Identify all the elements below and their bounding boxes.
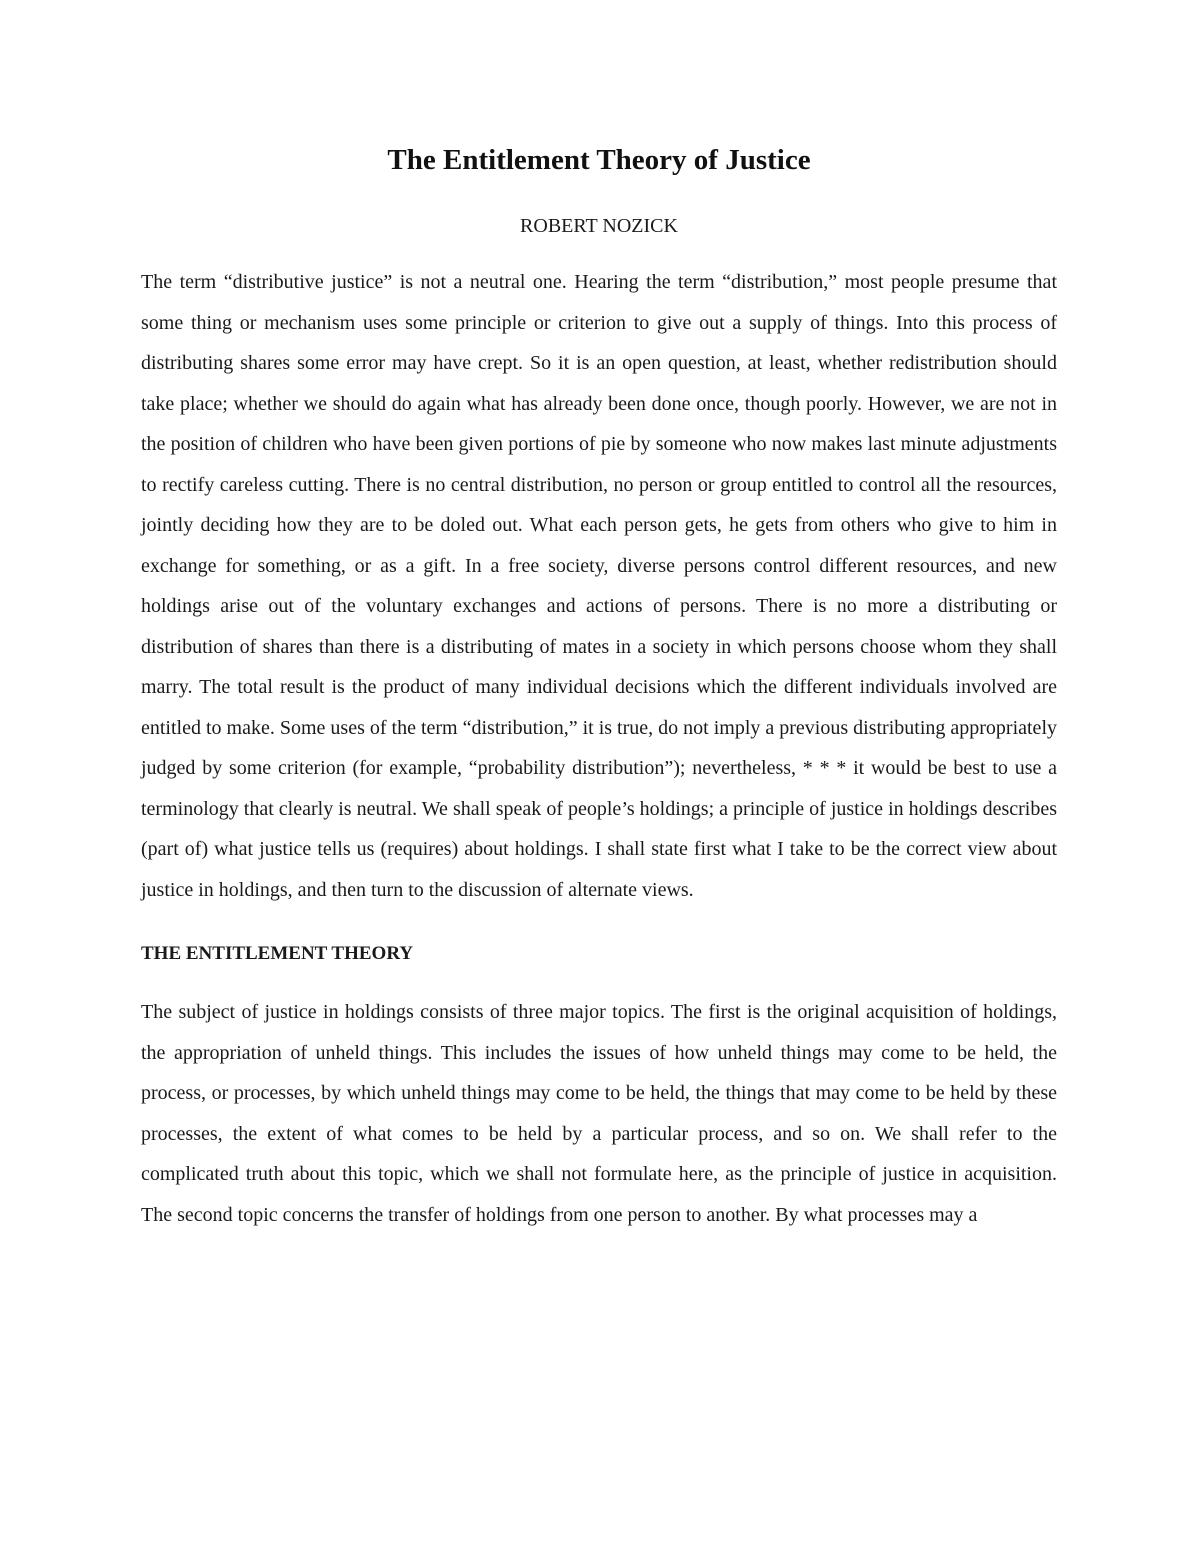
paragraph-entitlement: The subject of justice in holdings consists of three major topics. The first is the original acquisition of holdings, the appropriation of unheld things. This includes the issues of how unheld things may come to be held, the process, or processes, by which unheld things may come to be held, the things that may come to be held by these processes, the extent of what comes to be held by a particular process, and so on. We shall refer to the complicated truth about this topic, which we shall not formulate here, as the principle of justice in acquisition. The second topic concerns the transfer of holdings from one person to another. By what processes may a	[141, 1001, 1057, 1226]
section-heading: THE ENTITLEMENT THEORY	[141, 943, 414, 964]
paragraph-intro: The term “distributive justice” is not a neutral one. Hearing the term “distribution,” most people presume that some thing or mechanism uses some principle or criterion to give out a supply of things. Into this process of distributing shares some error may have crept. So it is an open question, at least, whether redistribution should take place; whether we should do again what has already been done once, though poorly. However, we are not in the position of children who have been given portions of pie by someone who now makes last minute adjustments to rectify careless cutting. There is no central distribution, no person or group entitled to control all the resources, jointly deciding how they are to be doled out. What each person gets, he gets from others who give to him in exchange for something, or as a gift. In a free society, diverse persons control different resources, and new holdings arise out of the voluntary exchanges and actions of persons. There is no more a distributing or distribution of shares than there is a distributing of mates in a society in which persons choose whom they shall marry. The total result is the product of many individual decisions which the different individuals involved are entitled to make. Some uses of the term “distribution,” it is true, do not imply a previous distributing appropriately judged by some criterion (for example, “probability distribution”); nevertheless, * * * it would be best to use a terminology that clearly is neutral. We shall speak of people’s holdings; a principle of justice in holdings describes (part of) what justice tells us (requires) about holdings. I shall state first what I take to be the correct view about justice in holdings, and then turn to the discussion of alternate views.	[141, 271, 1057, 901]
author-name: ROBERT NOZICK	[520, 215, 678, 237]
document-body	[141, 140, 1057, 1235]
document-title: The Entitlement Theory of Justice	[387, 144, 811, 176]
